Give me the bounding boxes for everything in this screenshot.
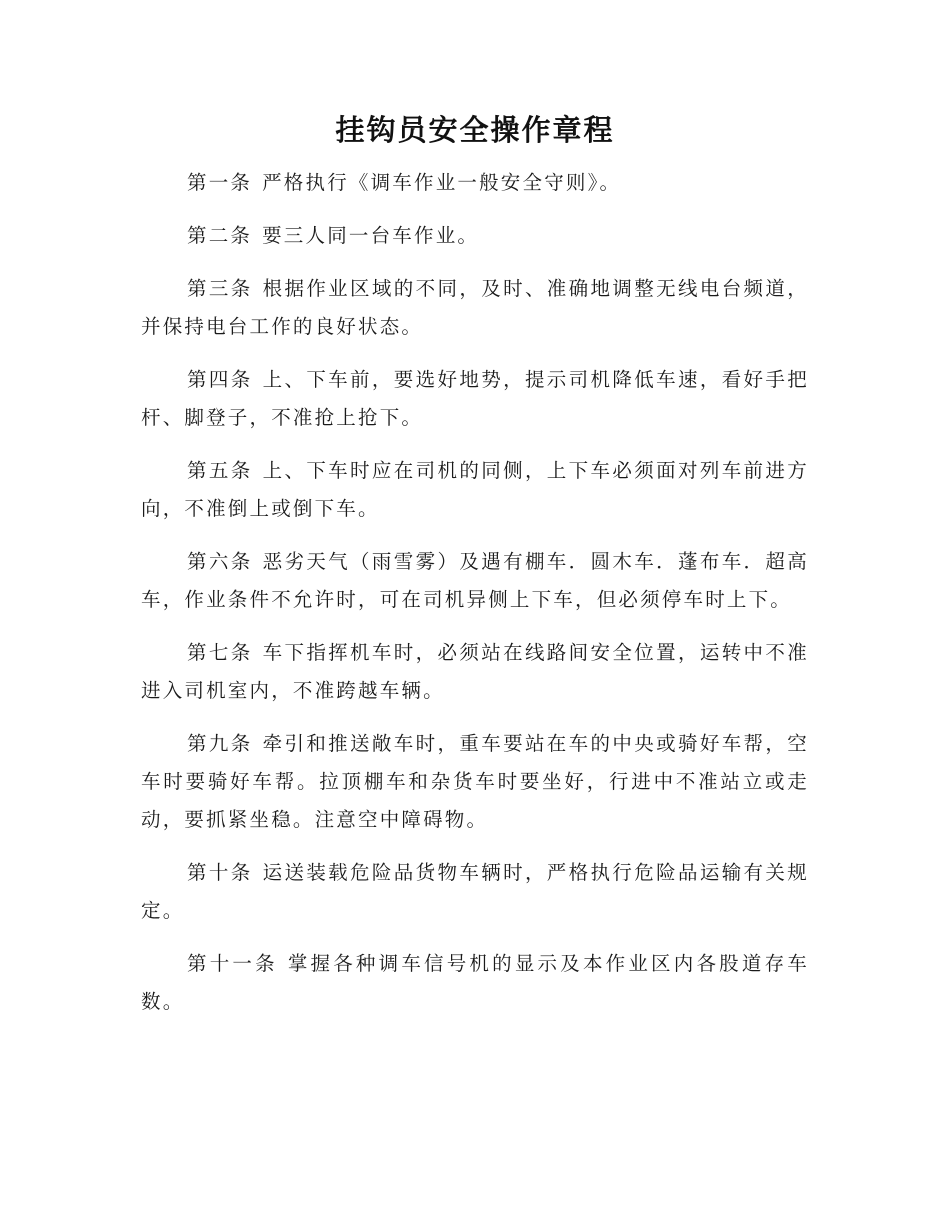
article-1 [141, 164, 809, 202]
article-text: 掌握各种调车信号机的显示及本作业区内各股道存车数。 [141, 952, 809, 1013]
article-11 [141, 945, 809, 1021]
article-text: 上、下车时应在司机的同侧，上下车必须面对列车前进方向，不准倒上或倒下车。 [141, 459, 809, 520]
article-9 [141, 725, 809, 839]
article-text: 车下指挥机车时，必须站在线路间安全位置，运转中不准进入司机室内，不准跨越车辆。 [141, 641, 809, 702]
article-text: 上、下车前，要选好地势，提示司机降低车速，看好手把杆、脚登子，不准抢上抢下。 [141, 368, 809, 429]
article-number: 第四条 [187, 368, 253, 391]
article-text: 牵引和推送敞车时，重车要站在车的中央或骑好车帮，空车时要骑好车帮。拉顶棚车和杂货车时要坐好，行进中不准站立或走动，要抓紧坐稳。注意空中障碍物。 [141, 732, 809, 831]
article-text: 要三人同一台车作业。 [262, 224, 480, 247]
document-body [141, 164, 809, 1036]
article-number: 第七条 [187, 641, 253, 664]
article-number: 第一条 [187, 171, 253, 194]
article-number: 第五条 [187, 459, 253, 482]
article-number: 第二条 [187, 224, 253, 247]
article-text: 恶劣天气（雨雪雾）及遇有棚车．圆木车．蓬布车．超高车，作业条件不允许时，可在司机异侧上下车，但必须停车时上下。 [141, 550, 809, 611]
article-number: 第十条 [187, 861, 253, 884]
article-text: 运送装载危险品货物车辆时，严格执行危险品运输有关规定。 [141, 861, 809, 922]
article-4 [141, 361, 809, 437]
article-number: 第九条 [187, 732, 253, 755]
article-text: 严格执行《调车作业一般安全守则》。 [262, 171, 622, 194]
article-number: 第六条 [187, 550, 253, 573]
article-number: 第十一条 [187, 952, 278, 975]
article-5 [141, 452, 809, 528]
article-text: 根据作业区域的不同，及时、准确地调整无线电台频道，并保持电台工作的良好状态。 [141, 277, 809, 338]
article-7 [141, 634, 809, 710]
article-6 [141, 543, 809, 619]
article-2 [141, 217, 809, 255]
article-10 [141, 854, 809, 930]
article-number: 第三条 [187, 277, 253, 300]
article-3 [141, 270, 809, 346]
document-title: 挂钩员安全操作章程 [335, 113, 615, 147]
